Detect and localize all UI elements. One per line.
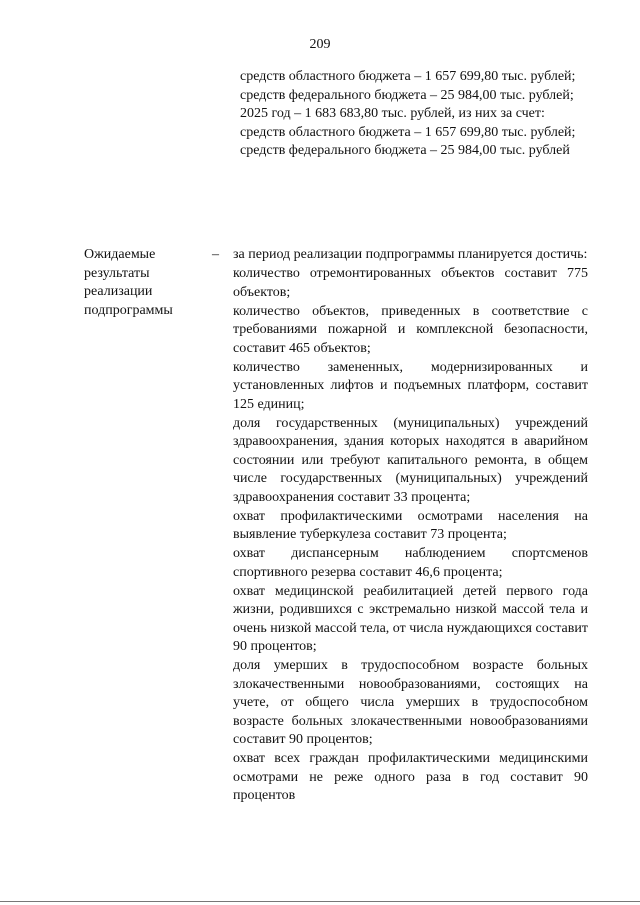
label-line: результаты (84, 265, 150, 281)
funding-line: средств федерального бюджета – 25 984,00 тыс. рублей; (240, 87, 574, 103)
result-item: количество отремонтированных объектов составит 775 объектов; (233, 266, 588, 300)
result-item: за период реализации подпрограммы планируется достичь: (233, 247, 588, 262)
funding-sources-block (240, 68, 588, 161)
separator-dash: – (212, 247, 219, 262)
result-item: доля государственных (муниципальных) учреждений здравоохранения, здания которых находятся в аварийном состоянии или требуют капитального ремонта, в общем числе государственных (муниципальных) учреждений здравоохранения составит 33 процента; (233, 415, 588, 505)
label-line: Ожидаемые (84, 247, 156, 262)
funding-line: средств федерального бюджета – 25 984,00 тыс. рублей (240, 143, 570, 158)
label-line: подпрограммы (84, 302, 173, 318)
funding-line: средств областного бюджета – 1 657 699,80 тыс. рублей; (240, 124, 576, 140)
label-line: реализации (84, 284, 153, 299)
page-number: 209 (309, 37, 331, 52)
result-item: охват диспансерным наблюдением спортсменов спортивного резерва составит 46,6 процента; (233, 546, 588, 580)
funding-line: средств областного бюджета – 1 657 699,80 тыс. рублей; (240, 69, 576, 84)
result-item: количество замененных, модернизированных и установленных лифтов и подъемных платформ, составит 125 единиц; (233, 359, 588, 412)
bottom-rule (0, 901, 640, 902)
result-item: охват профилактическими осмотрами населения на выявление туберкулеза составит 73 процента; (233, 508, 588, 542)
result-item: количество объектов, приведенных в соответствие с требованиями пожарной и комплексной безопасности, составит 465 объектов; (233, 303, 588, 356)
result-item: доля умерших в трудоспособном возрасте больных злокачественными новообразованиями, состоящих на учете, от общего числа умерших в трудоспособном возрасте больных злокачественными новообразованиями составит 90 процентов; (233, 658, 588, 747)
expected-results-label (84, 246, 199, 320)
result-item: охват медицинской реабилитацией детей первого года жизни, родившихся с экстремально низкой массой тела и очень низкой массой тела, от числа нуждающихся составит 90 процентов; (233, 583, 588, 654)
expected-results-list (233, 246, 588, 806)
result-item: охват всех граждан профилактическими медицинскими осмотрами не реже одного раза в год составит 90 процентов (233, 751, 588, 803)
funding-line: 2025 год – 1 683 683,80 тыс. рублей, из них за счет: (240, 106, 545, 121)
